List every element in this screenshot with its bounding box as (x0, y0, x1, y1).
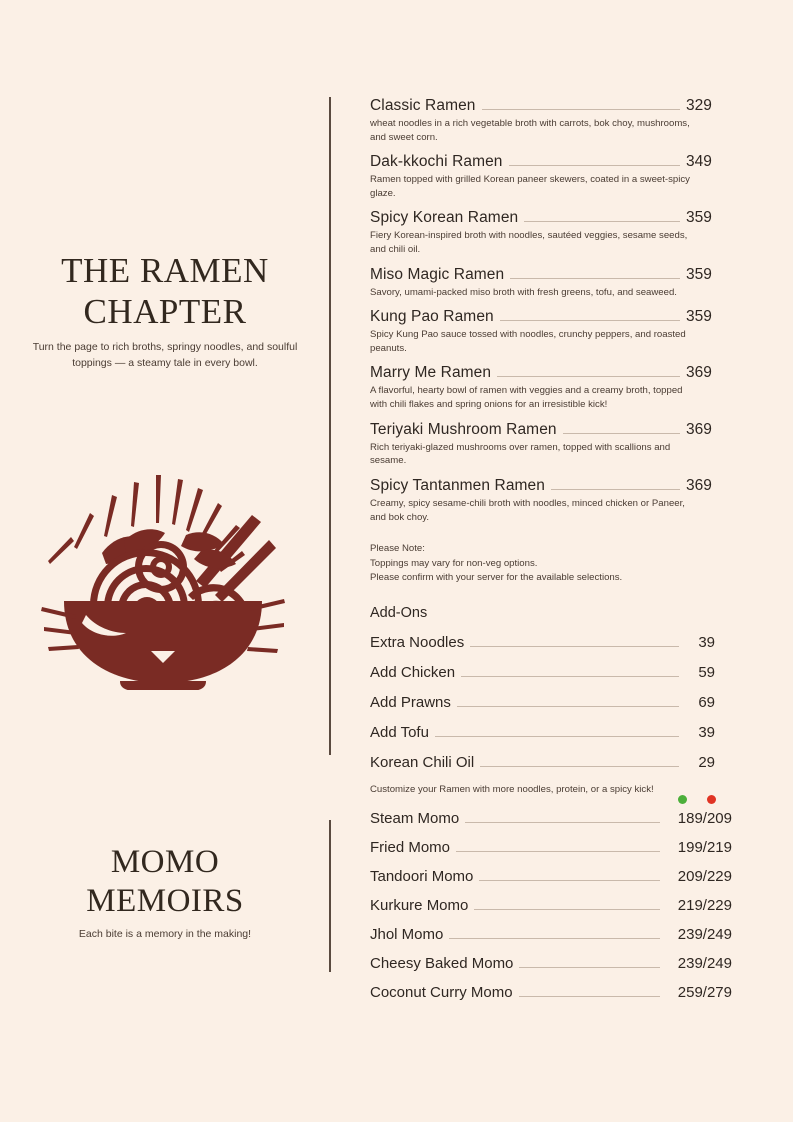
leader-line (479, 880, 660, 881)
addon-item (370, 664, 715, 681)
momo-items-container (370, 810, 732, 1001)
momo-menu-item (370, 955, 732, 972)
momo-menu-item (370, 868, 732, 885)
leader-line (563, 433, 680, 434)
ramen-section-divider (329, 97, 331, 755)
momo-item-price: 219/229 (677, 897, 732, 914)
leader-line (480, 766, 679, 767)
momo-section-divider (329, 820, 331, 972)
ramen-menu-item (370, 364, 730, 411)
leader-line (519, 996, 660, 997)
leader-line (497, 376, 680, 377)
addon-item-price: 39 (698, 724, 715, 742)
leader-line (551, 489, 680, 490)
momo-menu-item (370, 810, 732, 827)
addons-title: Add-Ons (370, 605, 428, 622)
menu-item-price: 369 (686, 476, 712, 494)
ramen-items-container (370, 97, 730, 524)
right-column (370, 0, 770, 1122)
momo-menu-item (370, 839, 732, 856)
leader-line (470, 646, 679, 647)
menu-item-description: Rich teriyaki-glazed mushrooms over ramen, topped with scallions and sesame. (370, 441, 671, 467)
momo-title-line-2: MEMOIRS (86, 882, 244, 919)
menu-item-header (370, 364, 730, 382)
menu-item-price: 369 (686, 420, 712, 438)
leader-line (465, 822, 660, 823)
addon-item (370, 724, 715, 741)
menu-item-header (370, 421, 730, 439)
menu-item-name: Teriyaki Mushroom Ramen (370, 420, 557, 438)
menu-item-price: 369 (686, 364, 712, 382)
ramen-bowl-illustration (38, 455, 288, 690)
leader-line (482, 109, 680, 110)
nonveg-indicator-dot (707, 795, 716, 804)
ramen-title-line-1: THE RAMEN (61, 251, 269, 290)
addon-item-price: 69 (698, 694, 715, 712)
leader-line (435, 736, 679, 737)
menu-item-description: wheat noodles in a rich vegetable broth with carrots, bok choy, mushrooms, and sweet corn. (370, 118, 690, 143)
menu-item-header (370, 97, 730, 115)
momo-tagline: Each bite is a memory in the making! (78, 928, 252, 940)
ramen-menu-item (370, 97, 730, 144)
menu-item-name: Miso Magic Ramen (370, 265, 505, 283)
leader-line (519, 967, 660, 968)
momo-item-price: 209/229 (677, 868, 732, 885)
ramen-section-title (20, 250, 310, 333)
ramen-title-line-2: CHAPTER (83, 292, 247, 332)
addons-section (370, 605, 730, 795)
menu-item-price: 359 (686, 209, 712, 227)
menu-item-header (370, 266, 730, 284)
leader-line (457, 706, 679, 707)
note-line-1: Please Note: (370, 543, 425, 555)
momo-item-price: 189/209 (677, 810, 732, 827)
addon-item-name: Add Tofu (370, 724, 429, 742)
menu-item-price: 349 (686, 153, 712, 171)
menu-item-description: Spicy Kung Pao sauce tossed with noodles, crunchy peppers, and roasted peanuts. (370, 329, 686, 354)
ramen-menu-item (370, 308, 730, 355)
leader-line (510, 278, 680, 279)
ramen-menu-item (370, 477, 730, 524)
menu-item-description: A flavorful, hearty bowl of ramen with veggies and a creamy broth, topped with chili flakes and spring onions for an irresistible kick! (370, 385, 683, 411)
momo-item-name: Fried Momo (370, 839, 451, 856)
ramen-menu-item (370, 209, 730, 256)
menu-item-description: Savory, umami-packed miso broth with fresh greens, tofu, and seaweed. (370, 286, 677, 298)
leader-line (509, 165, 680, 166)
addon-item-name: Add Prawns (370, 694, 451, 712)
menu-item-header (370, 153, 730, 171)
momo-menu-item (370, 926, 732, 943)
momo-menu-item (370, 984, 732, 1001)
menu-item-price: 329 (686, 97, 712, 114)
leader-line (456, 851, 660, 852)
ramen-menu-list (370, 97, 730, 795)
momo-menu-item (370, 897, 732, 914)
momo-item-name: Jhol Momo (370, 926, 444, 943)
menu-item-description: Creamy, spicy sesame-chili broth with noodles, minced chicken or Paneer, and bok choy. (370, 497, 685, 523)
momo-item-name: Coconut Curry Momo (370, 984, 513, 1001)
menu-item-description: Ramen topped with grilled Korean paneer skewers, coated in a sweet-spicy glaze. (370, 174, 690, 199)
veg-nonveg-legend (370, 790, 732, 810)
addons-footnote: Customize your Ramen with more noodles, protein, or a spicy kick! (370, 784, 654, 796)
leader-line (474, 909, 660, 910)
addon-item-name: Add Chicken (370, 664, 456, 682)
momo-title-line-1: MOMO (110, 844, 220, 880)
addon-item-price: 39 (698, 634, 715, 652)
momo-item-name: Cheesy Baked Momo (370, 955, 514, 972)
addon-item (370, 634, 715, 651)
momo-item-price: 259/279 (677, 984, 732, 1001)
momo-item-price: 239/249 (677, 926, 732, 943)
menu-item-name: Spicy Tantanmen Ramen (370, 476, 545, 494)
ramen-tagline: Turn the page to rich broths, springy noodles, and soulful toppings — a steamy tale in every bowl. (32, 341, 298, 369)
addons-items-container (370, 634, 730, 771)
menu-item-name: Spicy Korean Ramen (370, 209, 519, 227)
leader-line (500, 320, 680, 321)
momo-item-price: 239/249 (677, 955, 732, 972)
menu-item-name: Dak-kkochi Ramen (370, 153, 503, 171)
addon-item (370, 694, 715, 711)
note-line-3: Please confirm with your server for the available selections. (370, 571, 623, 583)
veg-indicator-dot (678, 795, 687, 804)
leader-line (524, 221, 680, 222)
ramen-menu-item (370, 266, 730, 300)
ramen-menu-item (370, 421, 730, 468)
note-line-2: Toppings may vary for non-veg options. (370, 557, 538, 569)
ramen-menu-item (370, 153, 730, 200)
addon-item-price: 59 (698, 664, 715, 682)
momo-section-title (20, 843, 310, 921)
momo-menu-list (370, 790, 732, 1013)
menu-item-header (370, 209, 730, 227)
menu-item-name: Marry Me Ramen (370, 364, 492, 382)
left-column (0, 0, 329, 1122)
addon-item-price: 29 (698, 754, 715, 772)
menu-item-name: Classic Ramen (370, 97, 476, 114)
leader-line (461, 676, 679, 677)
momo-item-name: Kurkure Momo (370, 897, 469, 914)
addon-item-name: Extra Noodles (370, 634, 465, 652)
momo-item-name: Tandoori Momo (370, 868, 474, 885)
momo-item-price: 199/219 (677, 839, 732, 856)
ramen-please-note (370, 542, 730, 585)
menu-item-name: Kung Pao Ramen (370, 308, 494, 326)
addon-item (370, 754, 715, 771)
addon-item-name: Korean Chili Oil (370, 754, 475, 772)
menu-item-header (370, 308, 730, 326)
menu-item-price: 359 (686, 308, 712, 326)
menu-item-price: 359 (686, 265, 712, 283)
menu-item-header (370, 477, 730, 495)
menu-item-description: Fiery Korean-inspired broth with noodles, sautéed veggies, sesame seeds, and chili oil. (370, 230, 688, 256)
leader-line (449, 938, 660, 939)
momo-item-name: Steam Momo (370, 810, 460, 827)
